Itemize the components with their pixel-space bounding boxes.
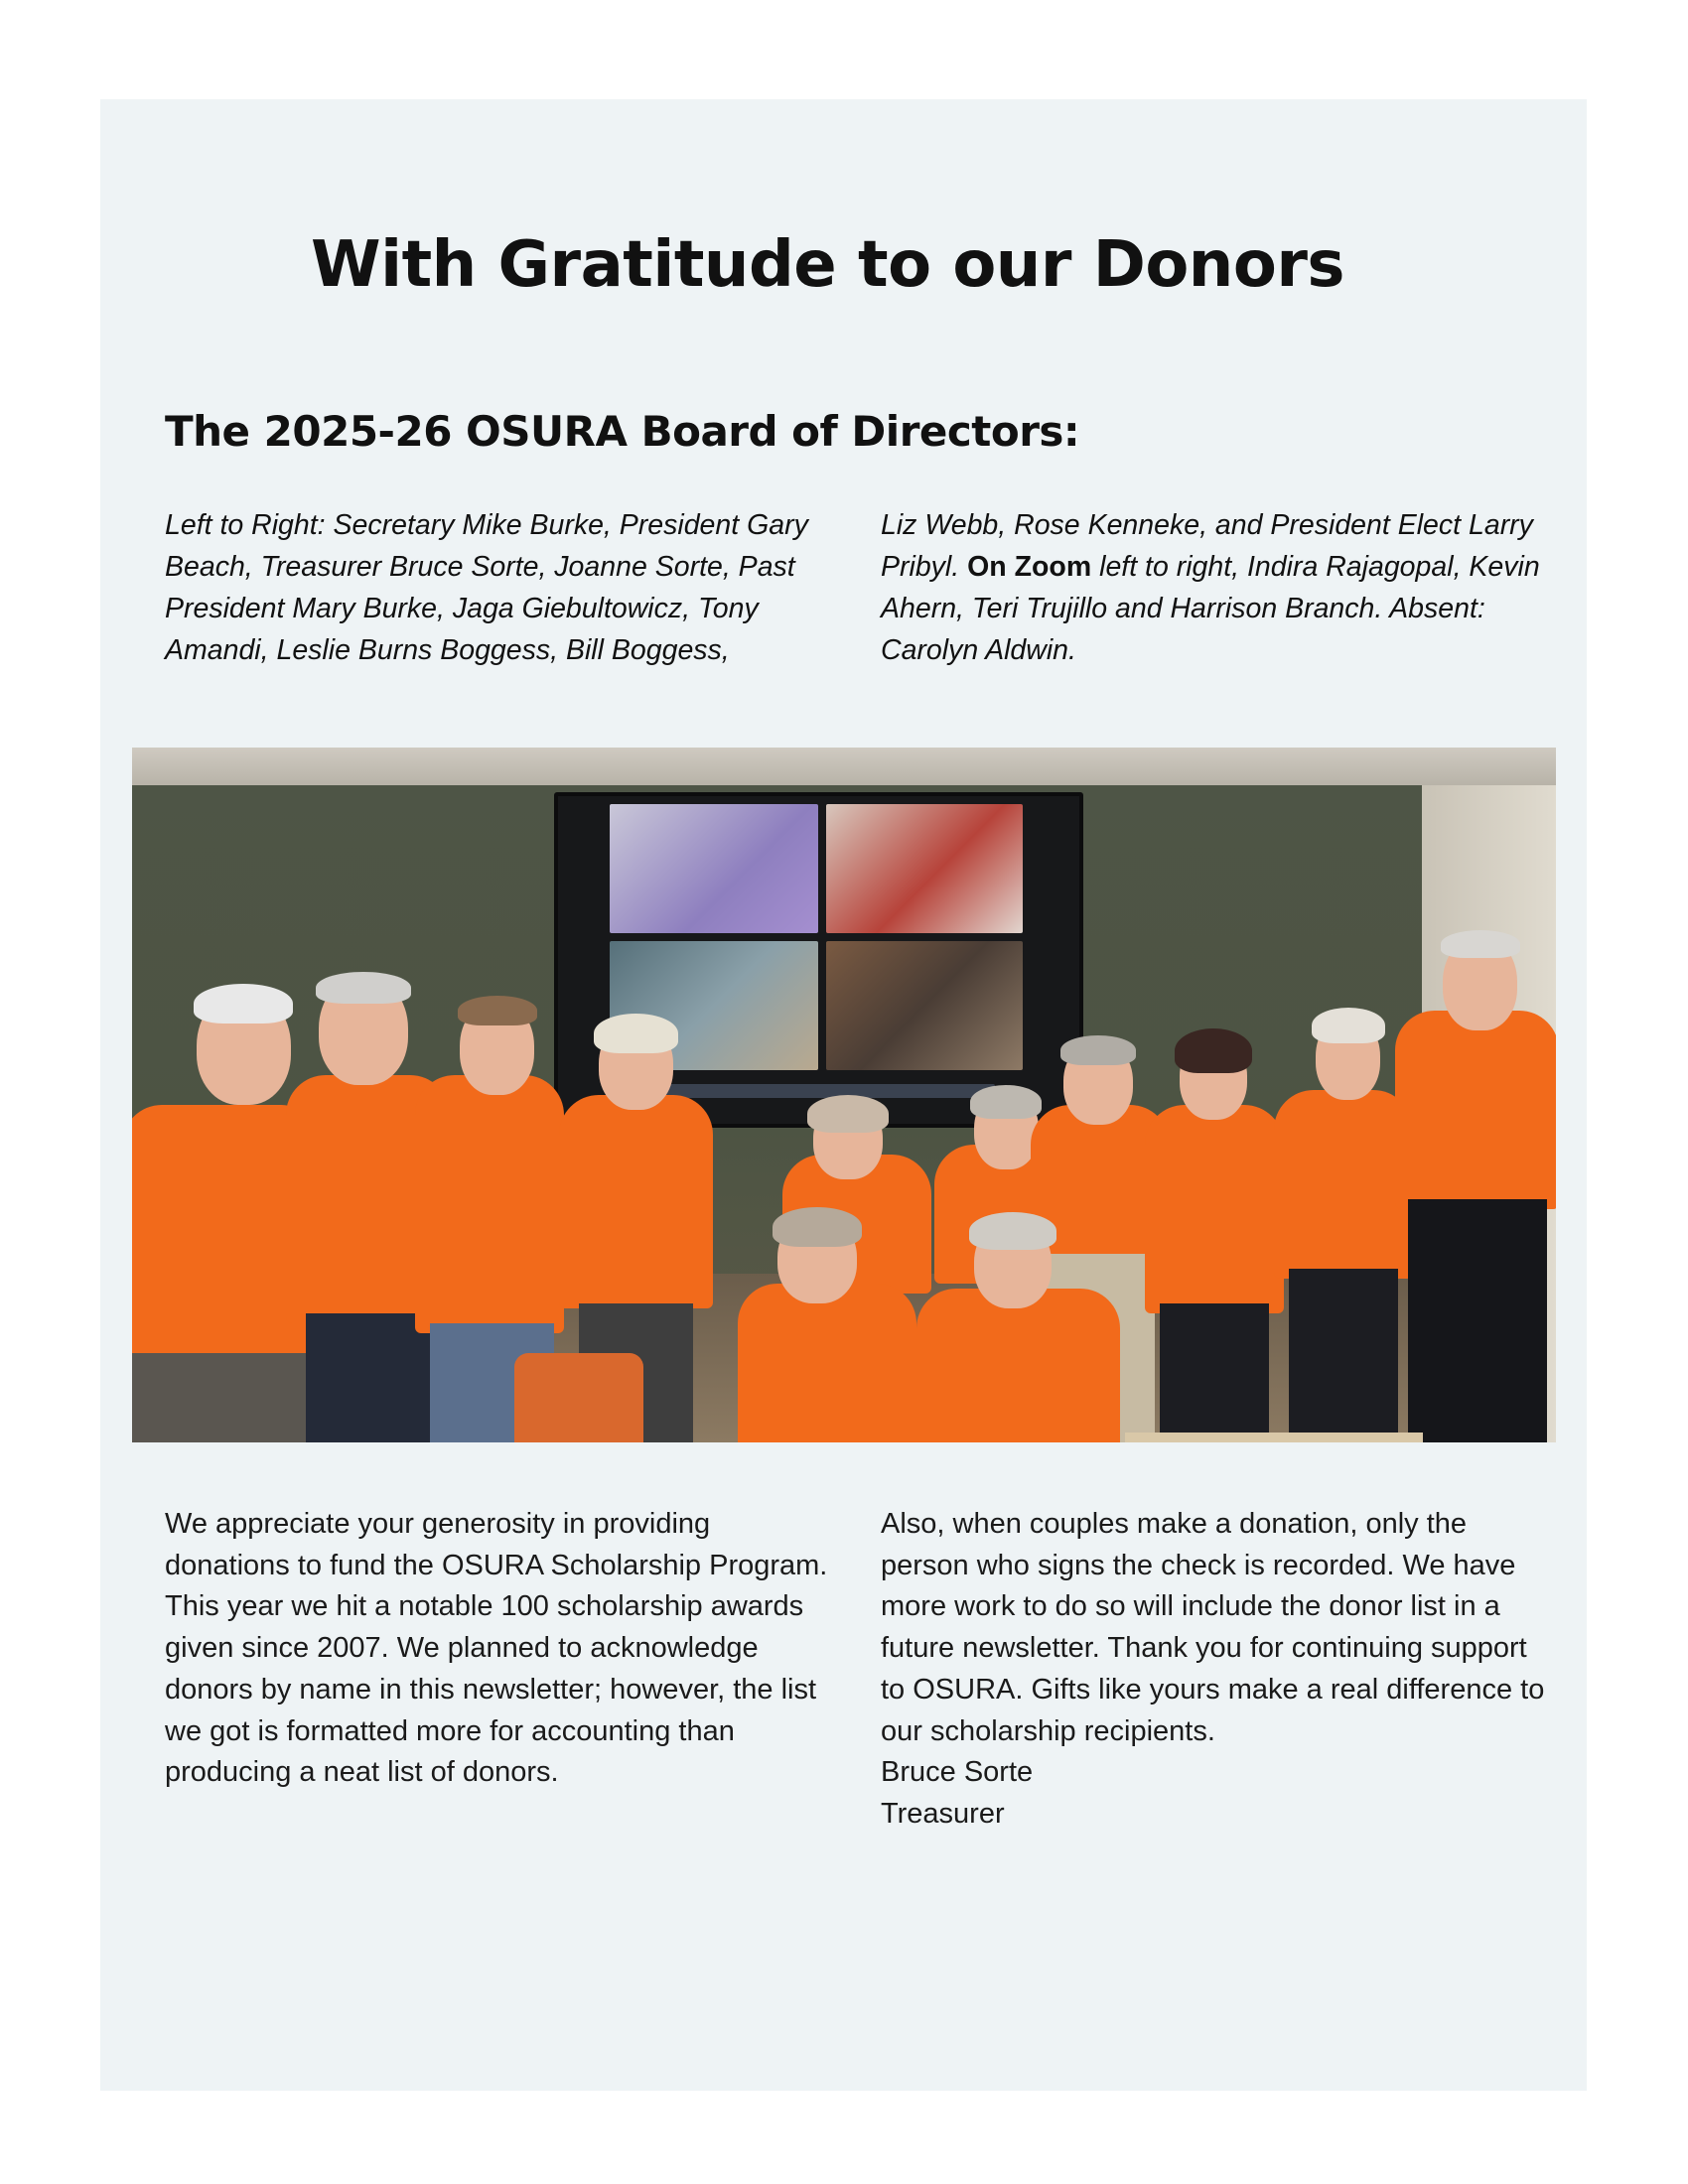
letter-column-right [881, 1504, 1556, 1836]
zoom-toolbar [657, 1084, 995, 1098]
letter-paragraph-1: We appreciate your generosity in providing donations to fund the OSURA Scholarship Program. This year we hit a notable 100 scholarship awards given since 2007. We planned to acknowledge donors by name in this newsletter; however, the list we got is formatted more for accounting than producing a neat list of donors. [165, 1508, 828, 1789]
photo-ceiling [132, 748, 1556, 785]
newsletter-panel [100, 99, 1587, 2091]
board-title: The 2025-26 OSURA Board of Directors: [165, 407, 1080, 456]
caption-part-1: Liz Webb, Rose Kenneke, and President Elect Larry Pribyl. [881, 509, 1533, 583]
board-group-photo [132, 748, 1556, 1442]
signature-name: Bruce Sorte [881, 1756, 1034, 1789]
caption-part-2: left to right, Indira Rajagopal, Kevin Ahern, Teri Trujillo and Harrison Branch. Absent: Carolyn Aldwin. [881, 551, 1540, 666]
photo-chair [514, 1353, 643, 1442]
photo-caption-right [881, 504, 1556, 671]
zoom-tile [826, 804, 1023, 933]
zoom-tile [826, 941, 1023, 1070]
signature-title: Treasurer [881, 1797, 1005, 1830]
caption-on-zoom: On Zoom [967, 551, 1092, 583]
zoom-tile [610, 804, 818, 933]
page-title: With Gratitude to our Donors [311, 228, 1344, 302]
letter-column-left [165, 1504, 840, 1794]
photo-caption-left: Left to Right: Secretary Mike Burke, President Gary Beach, Treasurer Bruce Sorte, Joanne Sorte, Past President Mary Burke, Jaga Giebultowicz, Tony Amandi, Leslie Burns Boggess, Bill Boggess, [165, 509, 808, 666]
photo-table [1125, 1433, 1423, 1442]
letter-paragraph-2: Also, when couples make a donation, only the person who signs the check is recorded. We have more work to do so will include the donor list in a future newsletter. Thank you for continuing support to OSURA. Gifts like yours make a real difference to our scholarship recipients. [881, 1508, 1545, 1747]
